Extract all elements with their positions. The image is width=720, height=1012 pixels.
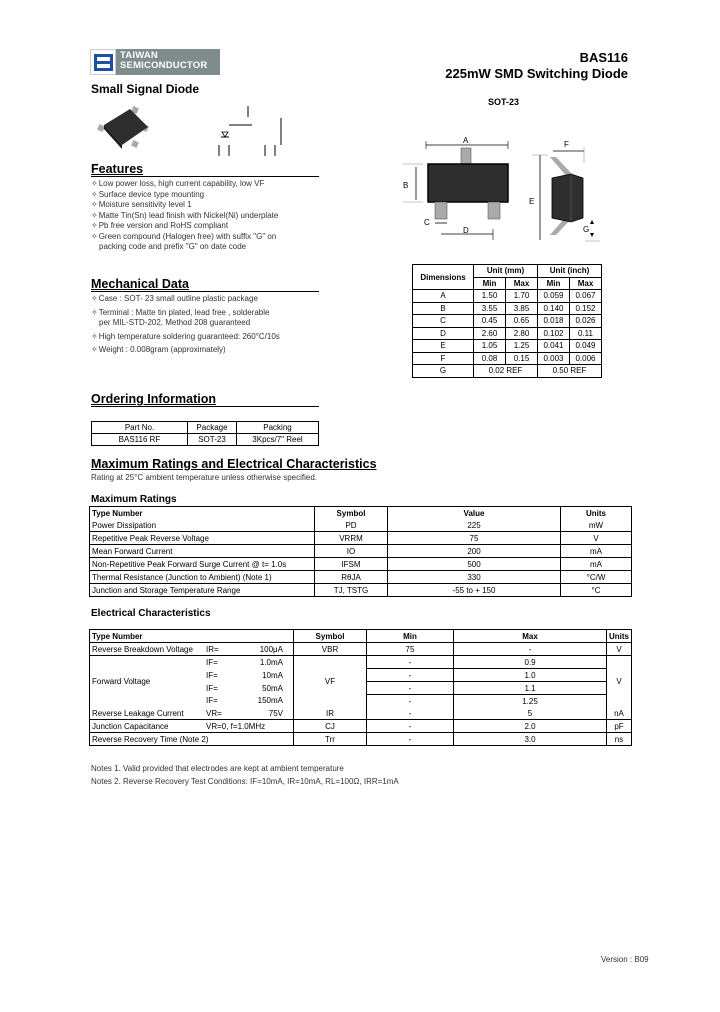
cell: - xyxy=(454,643,607,656)
cell: Forward Voltage xyxy=(90,656,205,708)
table-row xyxy=(413,302,602,315)
cell: IF= xyxy=(206,696,218,706)
features-title: Features xyxy=(91,162,319,177)
cell: Non-Repetitive Peak Forward Surge Current @ t= 1.0s xyxy=(90,558,315,571)
cell: 75 xyxy=(367,643,454,656)
cell: nA xyxy=(607,707,632,720)
electrical-title: Electrical Characteristics xyxy=(91,608,211,619)
svg-text:B: B xyxy=(403,181,409,190)
cell: - xyxy=(367,707,454,720)
cell: IR xyxy=(294,707,367,720)
header-min: Min xyxy=(367,630,454,643)
header-unit-mm: Unit (mm) xyxy=(474,265,538,278)
logo-line2: SEMICONDUCTOR xyxy=(120,60,208,71)
svg-text:D: D xyxy=(463,226,469,235)
cell: 200 xyxy=(388,545,561,558)
cell: 1.0 xyxy=(454,669,607,682)
cell: TJ, TSTG xyxy=(315,584,388,597)
cell: - xyxy=(367,695,454,708)
table-row xyxy=(90,558,632,571)
cell: Reverse Recovery Time (Note 2) xyxy=(90,733,294,746)
cell: 0.006 xyxy=(570,352,602,365)
cell: V xyxy=(607,643,632,656)
table-row xyxy=(90,545,632,558)
header-part-no: Part No. xyxy=(92,422,188,434)
header-unit-inch: Unit (inch) xyxy=(538,265,602,278)
logo-mark-icon xyxy=(90,49,116,75)
cell: 0.08 xyxy=(474,352,506,365)
header-units: Units xyxy=(607,630,632,643)
cell: 0.026 xyxy=(570,315,602,328)
cell: F xyxy=(413,352,474,365)
cell: °C xyxy=(561,584,632,597)
table-row xyxy=(90,584,632,597)
cell: 0.50 REF xyxy=(538,365,602,378)
mechanical-item: ✧High temperature soldering guaranteed: 260°C/10s xyxy=(91,331,280,341)
cell: 1.25 xyxy=(506,340,538,353)
cell-packing: 3Kpcs/7" Reel xyxy=(237,434,319,446)
cell: D xyxy=(413,327,474,340)
feature-item: ✧Surface device type mounting xyxy=(91,189,205,199)
note-2: Notes 2. Reverse Recovery Test Conditions: IF=10mA, IR=10mA, RL=100Ω, IRR=1mA xyxy=(91,777,399,786)
header-max: Max xyxy=(454,630,607,643)
version-label: Version : B09 xyxy=(601,955,649,964)
mechanical-item: ✧Weight : 0.008gram (approximately) xyxy=(91,345,226,354)
table-row-capacitance xyxy=(90,720,632,733)
cell: 5 xyxy=(454,707,607,720)
cell: IF= xyxy=(204,656,248,669)
cell: - xyxy=(367,720,454,733)
cell: Trr xyxy=(294,733,367,746)
feature-item: ✧Pb free version and RoHS compliant xyxy=(91,221,229,230)
sot23-dimension-diagram xyxy=(400,130,610,245)
cell: Junction and Storage Temperature Range xyxy=(90,584,315,597)
cell: IF= xyxy=(206,670,218,680)
cell: 100μA xyxy=(248,643,294,656)
table-row xyxy=(413,327,602,340)
logo-text xyxy=(116,49,220,75)
notes xyxy=(91,762,399,788)
table-row xyxy=(90,519,632,532)
package-photo-icon xyxy=(94,103,156,153)
cell: 1.0mA xyxy=(248,656,294,669)
table-header-row xyxy=(90,630,632,643)
cell: V xyxy=(607,656,632,708)
header-max-mm: Max xyxy=(506,277,538,290)
header-package: Package xyxy=(188,422,237,434)
cell: CJ xyxy=(294,720,367,733)
cell: Reverse Leakage Current xyxy=(90,707,205,720)
cell: 0.15 xyxy=(506,352,538,365)
cell: 0.65 xyxy=(506,315,538,328)
table-row xyxy=(413,290,602,303)
cell: 0.003 xyxy=(538,352,570,365)
cell: 0.049 xyxy=(570,340,602,353)
cell: 1.1 xyxy=(454,682,607,695)
company-logo xyxy=(90,49,220,75)
cell: 0.02 REF xyxy=(474,365,538,378)
cell: mW xyxy=(561,519,632,532)
svg-text:C: C xyxy=(424,218,430,227)
cell: 0.041 xyxy=(538,340,570,353)
cell: mA xyxy=(561,545,632,558)
cell-package: SOT-23 xyxy=(188,434,237,446)
cell: 2.60 xyxy=(474,327,506,340)
product-type: Small Signal Diode xyxy=(91,82,200,96)
cell: 50mA xyxy=(248,682,294,695)
cell: 500 xyxy=(388,558,561,571)
schematic-symbol-icon xyxy=(215,100,295,158)
cell: 0.018 xyxy=(538,315,570,328)
cell: A xyxy=(413,290,474,303)
table-header-row xyxy=(92,422,319,434)
features-list xyxy=(91,179,278,253)
ordering-title: Ordering Information xyxy=(91,392,319,407)
cell: VF xyxy=(294,656,367,708)
cell: IR= xyxy=(204,643,248,656)
table-header-row xyxy=(413,265,602,278)
cell: G xyxy=(413,365,474,378)
table-row-leakage xyxy=(90,707,632,720)
table-row xyxy=(90,571,632,584)
note-1: Notes 1. Valid provided that electrodes are kept at ambient temperature xyxy=(91,764,344,773)
cell: 0.102 xyxy=(538,327,570,340)
mechanical-title: Mechanical Data xyxy=(91,277,319,292)
mechanical-item: ✧Case : SOT- 23 small outline plastic package xyxy=(91,294,258,303)
cell: 3.85 xyxy=(506,302,538,315)
cell: C xyxy=(413,315,474,328)
part-number: BAS116 xyxy=(579,50,628,65)
header-max-inch: Max xyxy=(570,277,602,290)
table-row-forward xyxy=(90,656,632,669)
svg-text:E: E xyxy=(529,197,535,206)
svg-text:F: F xyxy=(564,140,569,149)
table-header-row xyxy=(90,507,632,520)
header-packing: Packing xyxy=(237,422,319,434)
cell: RθJA xyxy=(315,571,388,584)
cell: IO xyxy=(315,545,388,558)
feature-item: ✧Moisture sensitivity level 1 xyxy=(91,200,192,209)
ratings-section-title: Maximum Ratings and Electrical Characteristics xyxy=(91,457,377,471)
cell: VR= xyxy=(204,707,248,720)
feature-item: ✧Green compound (Halogen free) with suffix "G" on xyxy=(91,231,277,241)
table-row xyxy=(92,434,319,446)
cell: 0.152 xyxy=(570,302,602,315)
cell: mA xyxy=(561,558,632,571)
table-row xyxy=(413,315,602,328)
cell: 3.0 xyxy=(454,733,607,746)
max-ratings-title: Maximum Ratings xyxy=(91,494,177,505)
svg-text:A: A xyxy=(463,136,469,145)
cell: IFSM xyxy=(315,558,388,571)
cell: 0.11 xyxy=(570,327,602,340)
cell: PD xyxy=(315,519,388,532)
table-row-recovery xyxy=(90,733,632,746)
cell: Junction Capacitance xyxy=(90,720,205,733)
cell: - xyxy=(367,669,454,682)
cell: VBR xyxy=(294,643,367,656)
cell: Repetitive Peak Reverse Voltage xyxy=(90,532,315,545)
table-row-breakdown xyxy=(90,643,632,656)
svg-text:G: G xyxy=(583,225,590,234)
header-value: Value xyxy=(388,507,561,520)
cell: IF= xyxy=(206,683,218,693)
cell: 3.55 xyxy=(474,302,506,315)
cell: E xyxy=(413,340,474,353)
cell: B xyxy=(413,302,474,315)
cell: 1.25 xyxy=(454,695,607,708)
header-symbol: Symbol xyxy=(315,507,388,520)
cell: Reverse Breakdown Voltage xyxy=(90,643,205,656)
cell: VR=0, f=1.0MHz xyxy=(204,720,294,733)
cell: 1.50 xyxy=(474,290,506,303)
electrical-table xyxy=(89,629,632,746)
cell: - xyxy=(367,656,454,669)
cell: 0.9 xyxy=(454,656,607,669)
cell: 1.05 xyxy=(474,340,506,353)
feature-item: ✧Matte Tin(Sn) lead finish with Nickel(Ni) underplate xyxy=(91,210,279,220)
table-row xyxy=(413,352,602,365)
document-subtitle: 225mW SMD Switching Diode xyxy=(445,66,628,81)
table-row xyxy=(413,340,602,353)
mechanical-list xyxy=(91,294,280,356)
cell: VRRM xyxy=(315,532,388,545)
cell: 75 xyxy=(388,532,561,545)
cell: 10mA xyxy=(248,669,294,682)
cell: 0.067 xyxy=(570,290,602,303)
cell: pF xyxy=(607,720,632,733)
package-label: SOT-23 xyxy=(488,97,520,107)
cell: - xyxy=(367,682,454,695)
cell: ns xyxy=(607,733,632,746)
cell: - xyxy=(367,733,454,746)
ordering-table xyxy=(91,421,319,446)
cell: 2.80 xyxy=(506,327,538,340)
feature-item: ✧Low power loss, high current capability, low VF xyxy=(91,179,265,188)
header-min-inch: Min xyxy=(538,277,570,290)
logo-line1: TAIWAN xyxy=(120,50,158,61)
dimensions-table xyxy=(412,264,602,378)
cell: Power Dissipation xyxy=(90,519,315,532)
cell: -55 to + 150 xyxy=(388,584,561,597)
cell: 150mA xyxy=(248,695,294,708)
header-symbol: Symbol xyxy=(294,630,367,643)
cell: V xyxy=(561,532,632,545)
cell: 1.70 xyxy=(506,290,538,303)
cell: 0.059 xyxy=(538,290,570,303)
header-type-number: Type Number xyxy=(90,507,315,520)
header-type-number: Type Number xyxy=(90,630,294,643)
header-min-mm: Min xyxy=(474,277,506,290)
header-dimensions: Dimensions xyxy=(413,265,474,290)
table-row xyxy=(90,532,632,545)
mechanical-item: ✧Terminal : Matte tin plated, lead free , solderable xyxy=(91,307,270,317)
cell: 75V xyxy=(248,707,294,720)
mechanical-item-continued: per MIL-STD-202, Method 208 guaranteed xyxy=(99,318,251,327)
cell: 0.45 xyxy=(474,315,506,328)
cell: 2.0 xyxy=(454,720,607,733)
cell: Mean Forward Current xyxy=(90,545,315,558)
cell-part-no: BAS116 RF xyxy=(92,434,188,446)
table-row xyxy=(413,365,602,378)
cell: 330 xyxy=(388,571,561,584)
ratings-section-note: Rating at 25°C ambient temperature unless otherwise specified. xyxy=(91,473,317,482)
max-ratings-table xyxy=(89,506,632,597)
cell: Thermal Resistance (Junction to Ambient) (Note 1) xyxy=(90,571,315,584)
cell: °C/W xyxy=(561,571,632,584)
feature-item-continued: packing code and prefix "G" on date code xyxy=(99,242,247,251)
cell: 0.140 xyxy=(538,302,570,315)
cell: 225 xyxy=(388,519,561,532)
header-units: Units xyxy=(561,507,632,520)
